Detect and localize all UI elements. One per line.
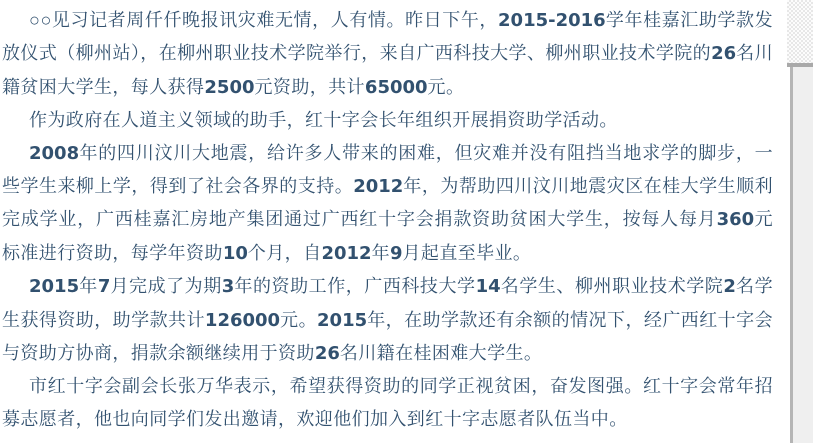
body-text: 元资助，共计	[254, 76, 365, 97]
numeric-text: 2015	[29, 276, 80, 298]
numeric-text: 14	[475, 276, 501, 298]
right-panel-fill	[793, 67, 813, 443]
body-text: 年的四川汶川大地震，给许多人带来的困难，但灾难并没有阻挡当地求学的脚步，一些学生来柳上学，得到了社会各界的支持。	[2, 142, 773, 197]
numeric-text: 2	[723, 276, 736, 298]
body-text: 名学生、柳州职业技术学院	[500, 276, 724, 297]
body-text: 元。	[280, 309, 318, 330]
body-text: 名川籍贫困大学生，每人获得	[2, 43, 773, 97]
numeric-text: 10	[222, 242, 248, 264]
body-text: 年的资助工作，广西科技大学	[234, 276, 476, 297]
body-text: 元标准进行资助，每学年资助	[2, 209, 773, 263]
paragraph	[2, 104, 773, 136]
paragraph	[2, 137, 773, 271]
body-text: 年	[371, 242, 390, 263]
body-text: 作为政府在人道主义领域的助手，红十字会长年组织开展捐资助学活动。	[29, 110, 618, 131]
body-text: 月起直至毕业。	[402, 242, 532, 263]
body-text: 名川籍在桂困难大学生。	[339, 343, 543, 364]
numeric-text: 2008	[29, 142, 80, 164]
body-text: 年，为帮助四川汶川地震灾区在桂大学生顺利完成学业，广西桂嘉汇房地产集团通过广西红十字会捐款资助贫困大学生，按每人每月	[2, 176, 773, 230]
numeric-text: 126000	[204, 309, 281, 331]
body-text: 年，在助学款还有余额的情况下，经广西红十字会与资助方协商，捐款余额继续用于资助	[2, 309, 773, 364]
numeric-text: 2015	[317, 309, 368, 331]
body-text: 元。	[427, 76, 465, 97]
numeric-text: 3	[221, 276, 235, 298]
paragraph	[2, 4, 773, 104]
body-text: 名学生获得资助，助学款共计	[2, 276, 773, 330]
body-text: ○○见习记者周仟仟晚报讯灾难无情，人有情。昨日下午，	[29, 10, 499, 30]
numeric-text: 360	[716, 209, 755, 231]
numeric-text: 2012	[353, 176, 404, 198]
body-text: 市红十字会副会长张万华表示，希望获得资助的同学正视贫困，奋发图强。红十字会常年招募志愿者，他也向同学们发出邀请，欢迎他们加入到红十字志愿者队伍当中。	[2, 376, 773, 429]
numeric-text: 65000	[364, 76, 428, 98]
numeric-text: 26	[711, 43, 737, 65]
numeric-text: 2015-2016	[498, 10, 606, 31]
numeric-text: 9	[390, 242, 403, 264]
body-text: 年	[79, 276, 98, 297]
page-background-texture	[787, 0, 813, 63]
body-text: 月完成了为期	[110, 276, 222, 297]
paragraph	[2, 370, 773, 435]
numeric-text: 26	[314, 343, 340, 365]
body-text: 个月，自	[247, 242, 322, 263]
numeric-text: 7	[97, 276, 111, 298]
numeric-text: 2012	[321, 242, 372, 264]
body-text: 学年桂嘉汇助学款发放仪式（柳州站），在柳州职业技术学院举行，来自广西科技大学、柳州职业技术学院的	[2, 10, 773, 64]
paragraph	[2, 270, 773, 370]
numeric-text: 2500	[204, 76, 255, 98]
